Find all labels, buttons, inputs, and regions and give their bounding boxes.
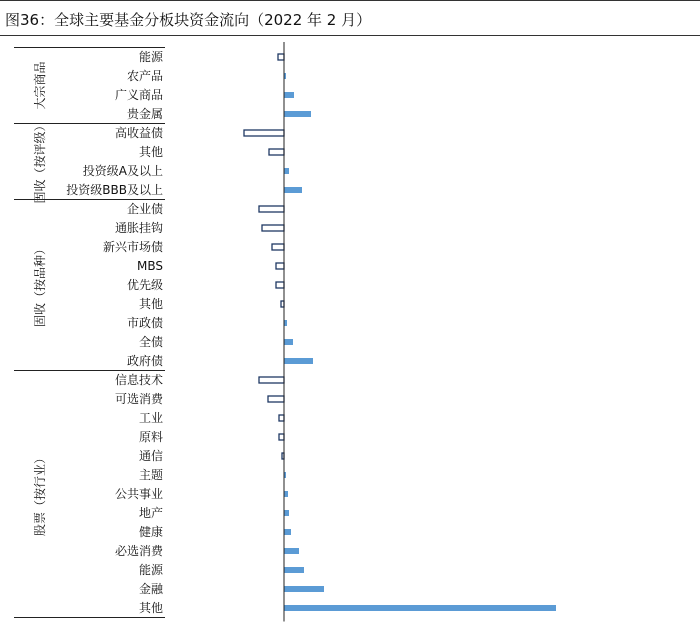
category-label: 能源 (138, 563, 163, 577)
category-label: 原料 (138, 430, 163, 444)
category-label: 通信 (138, 449, 163, 463)
category-label: 政府债 (126, 354, 163, 368)
bar-positive (284, 92, 294, 98)
bar-positive (284, 358, 313, 364)
category-label: 可选消费 (114, 392, 163, 406)
category-label: 新兴市场债 (102, 240, 163, 254)
category-label: 投资级BBB及以上 (66, 183, 163, 197)
bar-negative (269, 149, 284, 155)
category-label: 能源 (138, 50, 163, 64)
category-label: 其他 (138, 297, 163, 311)
category-label: 市政债 (126, 316, 163, 330)
category-label: 优先级 (126, 278, 163, 292)
bar-negative (279, 415, 284, 421)
category-label: 金融 (138, 582, 163, 596)
category-label: 农产品 (126, 69, 163, 83)
chart-title: 图36：全球主要基金分板块资金流向（2022 年 2 月） (5, 11, 372, 29)
bar-negative (244, 130, 284, 136)
category-label: 广义商品 (114, 88, 163, 102)
category-label: 健康 (138, 525, 163, 539)
bar-positive (284, 548, 299, 554)
group-label: 大宗商品 (33, 61, 47, 110)
category-label: 全债 (138, 335, 163, 349)
category-label: 地产 (138, 506, 163, 520)
bar-negative (262, 225, 284, 231)
bar-positive (284, 529, 291, 535)
bar-positive (284, 187, 302, 193)
group-label: 固收（按评级） (33, 119, 47, 204)
category-label: 公共事业 (114, 487, 163, 501)
category-label: 必选消费 (114, 544, 163, 558)
bar-positive (284, 491, 288, 497)
category-label: 贵金属 (126, 107, 163, 121)
category-label: 工业 (138, 411, 163, 425)
title-bar (0, 0, 700, 36)
category-label: 高收益债 (114, 126, 163, 140)
category-label: 通胀挂钩 (114, 221, 163, 235)
bar-negative (268, 396, 284, 402)
category-label: 其他 (138, 145, 163, 159)
bar-positive (284, 586, 324, 592)
bar-chart (0, 36, 700, 624)
bar-negative (272, 244, 284, 250)
bar-negative (276, 282, 284, 288)
bar-positive (284, 605, 556, 611)
bar-positive (284, 510, 289, 516)
bar-negative (259, 206, 284, 212)
category-label: 企业债 (126, 202, 163, 216)
category-label: 其他 (138, 601, 163, 615)
bar-positive (284, 339, 293, 345)
bar-negative (259, 377, 284, 383)
category-label: 主题 (138, 468, 163, 482)
group-label: 股票（按行业） (33, 451, 47, 537)
bar-positive (284, 111, 311, 117)
bar-positive (284, 567, 304, 573)
bar-positive (284, 168, 289, 174)
bar-negative (278, 54, 284, 60)
group-label: 固收（按品种） (33, 242, 47, 328)
category-label: 信息技术 (114, 373, 163, 387)
bar-negative (276, 263, 284, 269)
category-label: 投资级A及以上 (82, 164, 163, 178)
bar-negative (279, 434, 284, 440)
category-label: MBS (137, 259, 163, 273)
